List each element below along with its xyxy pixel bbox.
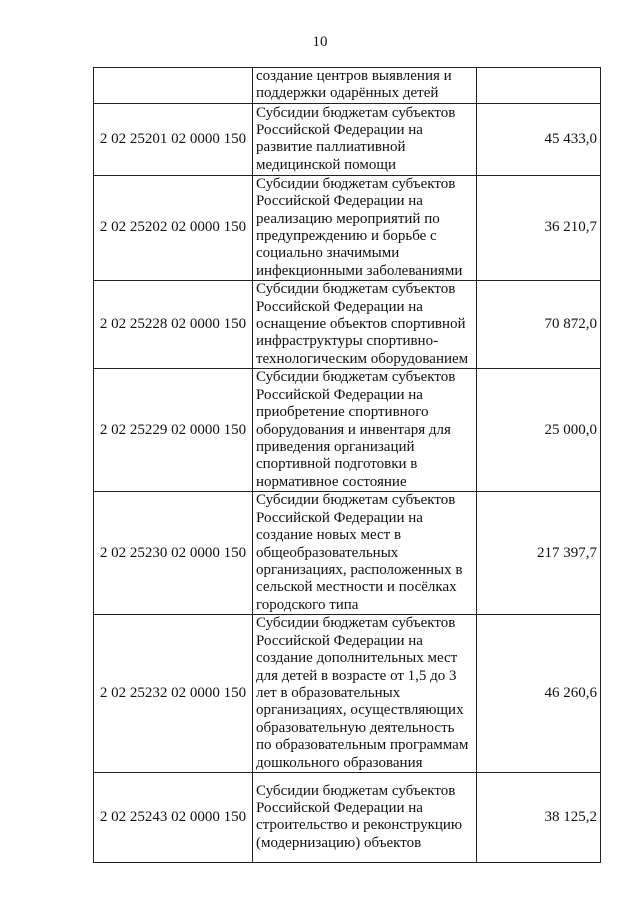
description-line: дошкольного образования [256, 754, 423, 771]
description-line: Российской Федерации на [256, 193, 423, 210]
description-cell [253, 492, 477, 615]
description-line: сельской местности и посёлках [256, 579, 457, 596]
table-row [94, 492, 601, 615]
description-line: общеобразовательных [256, 544, 399, 561]
description-line: нормативное состояние [256, 473, 407, 490]
description-line: поддержки одарённых детей [256, 85, 439, 102]
budget-code-cell: 2 02 25230 02 0000 150 [94, 492, 253, 615]
budget-table [93, 67, 601, 863]
description-line: по образовательным программам [256, 737, 469, 754]
description-line: социально значимыми [256, 245, 400, 262]
description-line: спортивной подготовки в [256, 456, 418, 473]
description-line: Российской Федерации на [256, 121, 423, 138]
table-row [94, 175, 601, 280]
description-cell [253, 772, 477, 862]
description-line: приведения организаций [256, 438, 415, 455]
description-line: Субсидии бюджетам субъектов [256, 615, 456, 632]
amount-cell: 36 210,7 [477, 175, 601, 280]
table-row [94, 772, 601, 862]
description-cell [253, 175, 477, 280]
budget-table-body [94, 68, 601, 863]
description-line: городского типа [256, 596, 359, 613]
description-line: технологическим оборудованием [256, 350, 469, 367]
description-line: инфраструктуры спортивно- [256, 333, 439, 350]
description-cell [253, 615, 477, 773]
table-row [94, 68, 601, 104]
amount-cell [477, 68, 601, 104]
description-line: Субсидии бюджетам субъектов [256, 782, 456, 799]
description-line: оборудования и инвентаря для [256, 421, 451, 438]
description-line: оснащение объектов спортивной [256, 316, 466, 333]
budget-code-cell: 2 02 25201 02 0000 150 [94, 103, 253, 175]
description-line: Субсидии бюджетам субъектов [256, 175, 456, 192]
description-line: Российской Федерации на [256, 632, 423, 649]
description-line: организациях, осуществляющих [256, 702, 464, 719]
description-line: для детей в возрасте от 1,5 до 3 [256, 667, 457, 684]
description-line: инфекционными заболеваниями [256, 262, 463, 279]
description-line: образовательную деятельность [256, 719, 455, 736]
description-cell [253, 281, 477, 369]
description-line: (модернизацию) объектов [256, 834, 422, 851]
description-line: лет в образовательных [256, 684, 401, 701]
table-row [94, 369, 601, 492]
description-line: создание новых мест в [256, 527, 402, 544]
amount-cell: 38 125,2 [477, 772, 601, 862]
description-line: Субсидии бюджетам субъектов [256, 492, 456, 509]
budget-code-cell: 2 02 25229 02 0000 150 [94, 369, 253, 492]
description-line: Субсидии бюджетам субъектов [256, 104, 456, 121]
description-line: организациях, расположенных в [256, 561, 463, 578]
budget-code-cell: 2 02 25243 02 0000 150 [94, 772, 253, 862]
page-number: 10 [312, 34, 328, 50]
budget-code-cell: 2 02 25228 02 0000 150 [94, 281, 253, 369]
description-line: создание дополнительных мест [256, 650, 458, 667]
description-line: медицинской помощи [256, 156, 396, 173]
budget-code-cell: 2 02 25202 02 0000 150 [94, 175, 253, 280]
description-line: предупреждению и борьбе с [256, 228, 437, 245]
description-line: Российской Федерации на [256, 298, 423, 315]
amount-cell: 46 260,6 [477, 615, 601, 773]
description-line: реализацию мероприятий по [256, 210, 440, 227]
table-row [94, 615, 601, 773]
description-line: приобретение спортивного [256, 404, 429, 421]
table-row [94, 103, 601, 175]
description-line: Российской Федерации на [256, 386, 423, 403]
description-line: создание центров выявления и [256, 68, 452, 84]
amount-cell: 25 000,0 [477, 369, 601, 492]
budget-code-cell [94, 68, 253, 104]
description-cell [253, 369, 477, 492]
description-line: строительство и реконструкцию [256, 817, 463, 834]
description-line: развитие паллиативной [256, 139, 406, 156]
amount-cell: 217 397,7 [477, 492, 601, 615]
amount-cell: 45 433,0 [477, 103, 601, 175]
description-line: Российской Федерации на [256, 800, 423, 817]
description-cell [253, 68, 477, 104]
description-cell [253, 103, 477, 175]
amount-cell: 70 872,0 [477, 281, 601, 369]
description-line: Субсидии бюджетам субъектов [256, 369, 456, 386]
table-row [94, 281, 601, 369]
description-line: Российской Федерации на [256, 509, 423, 526]
budget-code-cell: 2 02 25232 02 0000 150 [94, 615, 253, 773]
description-line: Субсидии бюджетам субъектов [256, 281, 456, 298]
